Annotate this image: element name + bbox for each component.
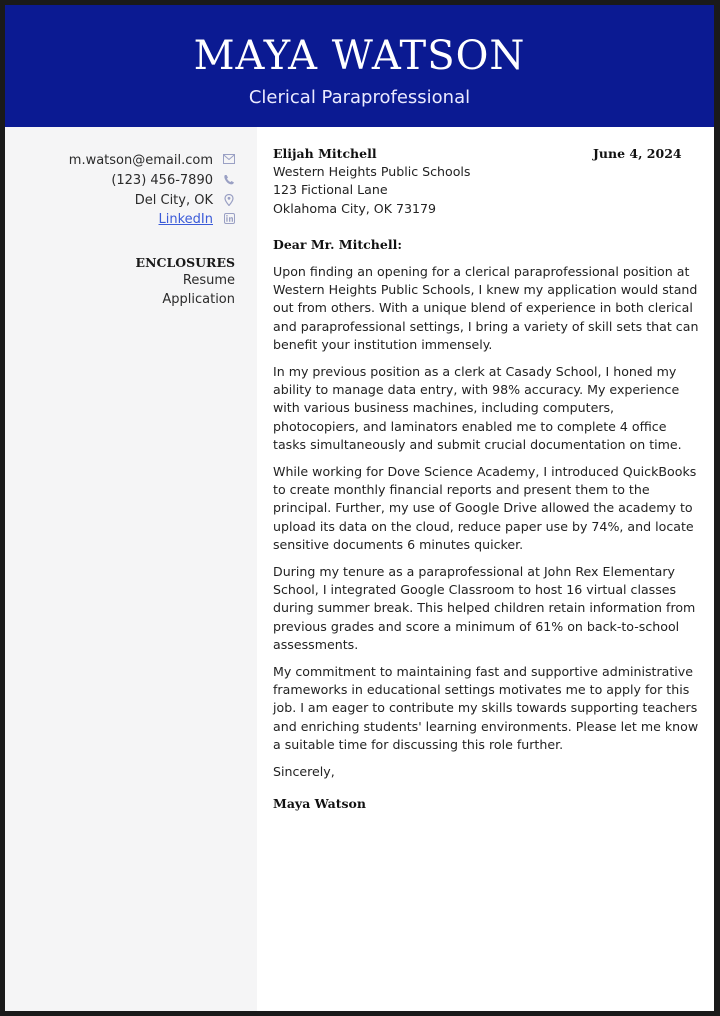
- recipient-address-line2: Oklahoma City, OK 73179: [273, 200, 437, 216]
- paragraph-5: My commitment to maintaining fast and supportive administrative frameworks in educational settings motivates me to apply for this job. I am eager to contribute my skills towards supporting teachers and enriching students' learning environments. Please let me know a suitable time for discussing this role further.: [273, 664, 699, 752]
- paragraph-1: Upon finding an opening for a clerical paraprofessional position at Western Heights Public Schools, I knew my application would stand out from others. With a unique blend of experience in both clerical and paraprofessional settings, I bring a variety of skill sets that can benefit your institution immensely.: [273, 264, 699, 352]
- letter-body: [273, 145, 703, 814]
- header-banner: [5, 5, 714, 127]
- email-text: m.watson@email.com: [68, 152, 213, 168]
- enclosure-application: Application: [162, 292, 235, 307]
- paragraph-4: During my tenure as a paraprofessional at John Rex Elementary School, I integrated Google Classroom to host 16 virtual classes during summer break. This helped children retain information from previous grades and score a minimum of 61% on back-to-school assessments.: [273, 564, 696, 652]
- contact-phone[interactable]: [5, 171, 235, 189]
- recipient-org: Western Heights Public Schools: [273, 164, 471, 180]
- contact-linkedin[interactable]: [5, 210, 235, 228]
- signoff: Sincerely,: [273, 764, 335, 780]
- signature-name: Maya Watson: [273, 796, 366, 812]
- phone-text: (123) 456-7890: [111, 172, 213, 188]
- email-icon: [223, 154, 235, 166]
- location-text: Del City, OK: [134, 192, 213, 208]
- linkedin-link[interactable]: LinkedIn: [158, 211, 213, 227]
- applicant-role: Clerical Paraprofessional: [248, 87, 471, 108]
- paragraph-3: While working for Dove Science Academy, I introduced QuickBooks to create monthly financial reports and present them to the principal. Further, my use of Google Drive allowed the academy to upload its data on the cloud, reduce paper use by 74%, and locate sensitive documents 6 minutes quicker.: [273, 464, 697, 552]
- recipient-address-line1: 123 Fictional Lane: [273, 182, 388, 198]
- sidebar: [5, 127, 257, 1011]
- enclosure-resume: Resume: [182, 273, 235, 288]
- letter-date: June 4, 2024: [593, 146, 682, 161]
- contact-email[interactable]: [5, 151, 235, 169]
- paragraph-2: In my previous position as a clerk at Casady School, I honed my ability to manage data entry, with 98% accuracy. My experience with various business machines, including computers, photocopiers, and laminators enabled me to complete 4 office tasks simultaneously and submit crucial documentation on time.: [273, 364, 682, 452]
- recipient-name: Elijah Mitchell: [273, 146, 377, 161]
- applicant-name: MAYA WATSON: [193, 33, 526, 79]
- salutation: Dear Mr. Mitchell:: [273, 236, 402, 252]
- cover-letter-page: [5, 5, 714, 1011]
- linkedin-icon: [223, 213, 235, 225]
- contact-location: [5, 191, 235, 209]
- phone-icon: [223, 174, 235, 186]
- enclosures-heading: ENCLOSURES: [135, 255, 235, 270]
- location-icon: [223, 194, 235, 206]
